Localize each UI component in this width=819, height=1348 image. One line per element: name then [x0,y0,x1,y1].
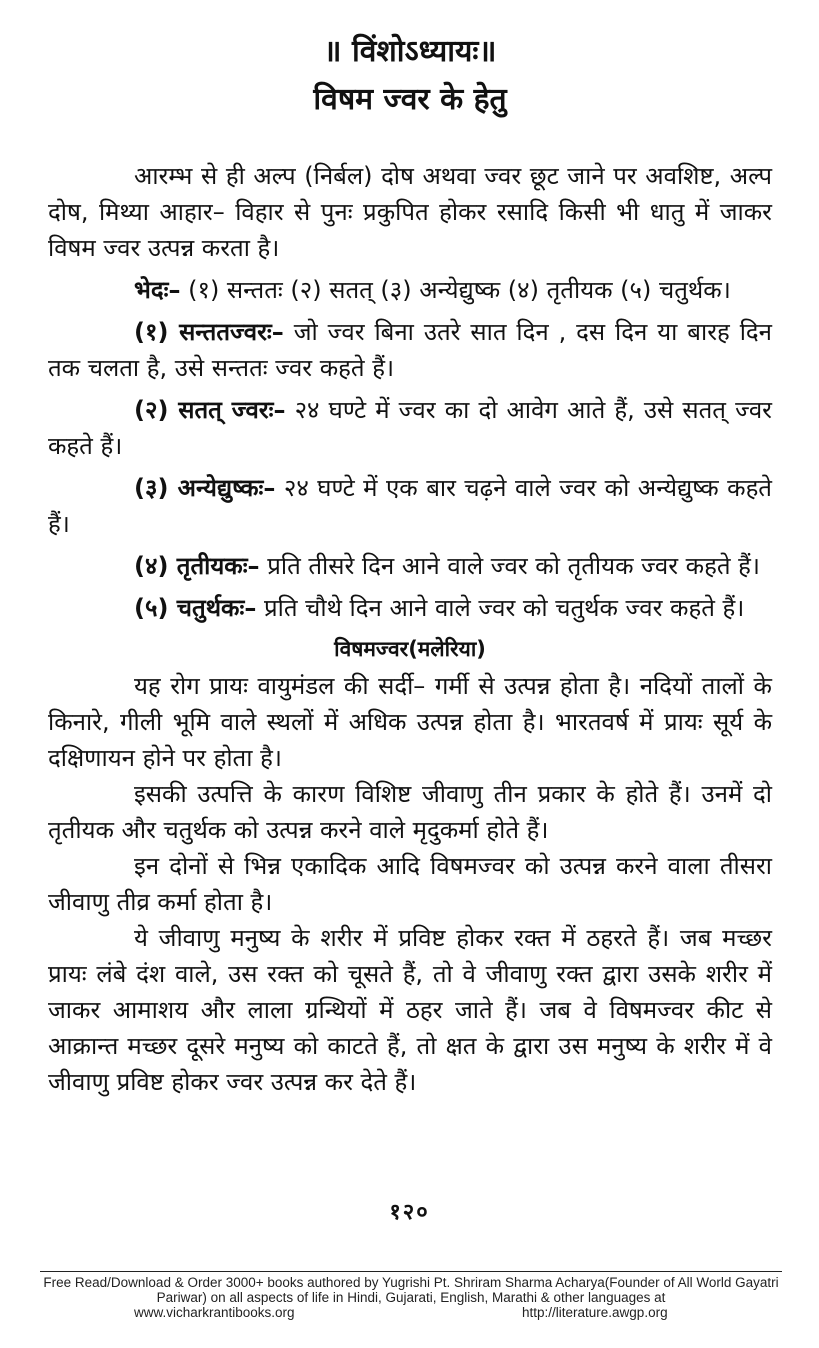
item-number: (१) [134,318,180,346]
list-item [48,548,772,584]
item-term: तृतीयकः– [176,552,260,580]
list-item [48,392,772,464]
item-term: चतुर्थकः– [176,594,257,622]
body-text [48,158,772,1100]
item-number: (५) [134,594,177,622]
item-text: प्रति तीसरे दिन आने वाले ज्वर को तृतीयक ज्वर कहते हैं। [259,552,760,580]
subject-title: विषम ज्वर के हेतु [313,82,507,117]
item-text: जो ज्वर बिना उतरे सात दिन , दस दिन या बारह दिन तक चलता है, उसे सन्ततः ज्वर कहते हैं। [48,318,772,382]
malaria-paragraph: यह रोग प्रायः वायुमंडल की सर्दी– गर्मी से उत्पन्न होता है। नदियों तालों के किनारे, गीली भूमि वाले स्थलों में अधिक उत्पन्न होता है। भारतवर्ष में प्रायः सूर्य के दक्षिणायन होने पर होता है। [48,672,772,772]
item-text: २४ घण्टे में ज्वर का दो आवेग आते हैं, उसे सतत् ज्वर कहते हैं। [48,396,772,460]
item-text: प्रति चौथे दिन आने वाले ज्वर को चतुर्थक ज्वर कहते हैं। [256,594,745,622]
footer-text: Free Read/Download & Order 3000+ books authored by Yugrishi Pt. Shriram Sharma Acharya(Founder of All World Gayatri Pariwar) on all aspects of life in Hindi, Gujarati, English, Marathi & other languages at [43,1275,779,1305]
types-text: (१) सन्ततः (२) सतत् (३) अन्येद्युष्क (४) तृतीयक (५) चतुर्थक। [180,276,731,304]
section-heading: विषमज्वर(मलेरिया) [334,637,486,661]
footer-link-literature[interactable]: http://literature.awgp.org [522,1305,668,1320]
malaria-paragraph: ये जीवाणु मनुष्य के शरीर में प्रविष्ट होकर रक्त में ठहरते हैं। जब मच्छर प्रायः लंबे दंश वाले, उस रक्त को चूसते हैं, तो वे जीवाणु रक्त द्वारा उसके शरीर में जाकर आमाशय और लाला ग्रन्थियों में ठहर जाते हैं। जब वे विषमज्वर कीट से आक्रान्त मच्छर दूसरे मनुष्य को काटते हैं, तो क्षत के द्वारा उस मनुष्य के शरीर में वे जीवाणु प्रविष्ट होकर ज्वर उत्पन्न कर देते हैं। [48,924,772,1096]
list-item [48,470,772,542]
list-item [48,314,772,386]
item-term: अन्येद्युष्कः– [177,474,276,502]
malaria-paragraph: इन दोनों से भिन्न एकादिक आदि विषमज्वर को उत्पन्न करने वाला तीसरा जीवाणु तीव्र कर्मा होता है। [48,852,772,916]
chapter-title: ॥ विंशोऽध्यायः॥ [323,34,497,69]
footer-divider [40,1271,782,1272]
item-number: (२) [134,396,179,424]
item-term: सतत् ज्वरः– [178,396,286,424]
item-text: २४ घण्टे में एक बार चढ़ने वाले ज्वर को अन्येद्युष्क कहते हैं। [48,474,772,538]
item-number: (३) [134,474,178,502]
intro-paragraph: आरम्भ से ही अल्प (निर्बल) दोष अथवा ज्वर छूट जाने पर अवशिष्ट, अल्प दोष, मिथ्या आहार– विहार से पुनः प्रकुपित होकर रसादि किसी भी धातु में जाकर विषम ज्वर उत्पन्न करता है। [48,162,772,262]
types-paragraph [48,272,772,308]
page-content [48,0,772,1100]
list-item [48,590,772,626]
malaria-paragraph: इसकी उत्पत्ति के कारण विशिष्ट जीवाणु तीन प्रकार के होते हैं। उनमें दो तृतीयक और चतुर्थक को उत्पन्न करने वाले मृदुकर्मा होते हैं। [48,780,772,844]
item-term: सन्ततज्वरः– [179,318,284,346]
page-number: १२० [389,1200,430,1225]
footer-link-vicharkranti[interactable]: www.vicharkrantibooks.org [134,1305,295,1320]
types-label: भेदः– [134,276,181,304]
item-number: (४) [134,552,177,580]
